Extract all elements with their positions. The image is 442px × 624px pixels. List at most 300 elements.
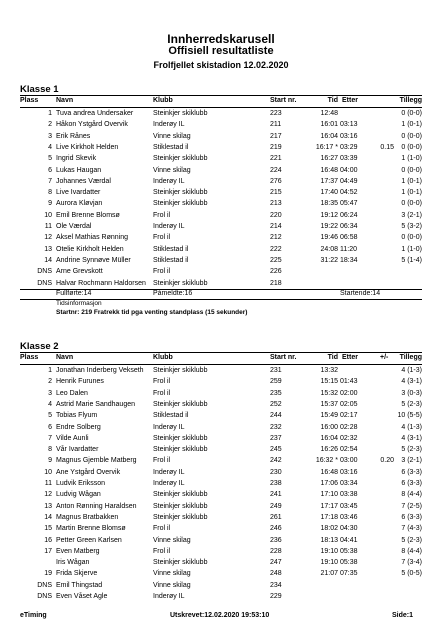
place-cell: 4: [48, 143, 52, 151]
club-cell: Inderøy IL: [153, 423, 185, 431]
table-row: [0, 222, 442, 232]
time-cell: 15:37: [320, 400, 338, 408]
name-cell: Ane Ystgård Overvik: [56, 468, 121, 476]
name-cell: Leo Dalen: [56, 389, 88, 397]
place-cell: 10: [44, 468, 52, 476]
time-cell: 19:10: [320, 547, 338, 555]
table-row: [0, 211, 442, 221]
klasse1-title: Klasse 1: [20, 84, 59, 95]
club-cell: Frol il: [153, 389, 171, 397]
place-cell: 10: [44, 211, 52, 219]
name-cell: Håkon Ystgård Overvik: [56, 121, 128, 129]
time-cell: 16:04: [320, 132, 338, 140]
time-cell: 15:15: [320, 378, 338, 386]
col-tid: Tid: [327, 97, 338, 104]
col-plass: Plass: [20, 354, 39, 361]
time-cell: 16:01: [320, 121, 338, 129]
penalty-cell: 6 (3-3): [401, 480, 422, 487]
klasse1-startende: Startende:14: [340, 290, 381, 297]
penalty-cell: 1 (1-0): [401, 245, 422, 253]
penalty-cell: 5 (1-4): [401, 256, 422, 264]
place-cell: 3: [48, 389, 52, 397]
behind-cell: 04:52: [340, 189, 358, 197]
table-row: [0, 233, 442, 243]
club-cell: Frol il: [153, 547, 171, 555]
club-cell: Stiklestad il: [153, 256, 189, 264]
penalty-cell: 4 (3-1): [401, 378, 422, 386]
start-number-cell: 219: [270, 143, 282, 151]
club-cell: Frol il: [153, 211, 171, 219]
start-number-cell: 225: [270, 256, 282, 264]
table-row: [0, 513, 442, 523]
table-row: [0, 468, 442, 478]
start-number-cell: 211: [270, 121, 282, 129]
name-cell: Martin Brenne Blomsø: [56, 525, 126, 533]
name-cell: Endre Solberg: [56, 423, 101, 431]
col-tillegg: Tillegg: [399, 97, 422, 104]
footer-printed: Utskrevet:12.02.2020 19:53:10: [170, 612, 270, 619]
start-number-cell: 217: [270, 132, 282, 140]
name-cell: Ludvik Eriksson: [56, 480, 106, 487]
behind-cell: 02:32: [340, 434, 358, 442]
behind-cell: 03:13: [340, 121, 358, 129]
place-cell: 1: [48, 367, 52, 374]
klasse1-pameldte: Påmeldte:16: [153, 290, 193, 297]
table-row: [0, 177, 442, 187]
col-etter: Etter: [342, 354, 358, 361]
behind-cell: 05:47: [340, 200, 358, 208]
start-number-cell: 249: [270, 502, 282, 510]
table-row: [0, 132, 442, 142]
start-number-cell: 215: [270, 189, 282, 197]
club-cell: Steinkjer skiklubb: [153, 446, 208, 454]
club-cell: Steinkjer skiklubb: [153, 502, 208, 510]
place-cell: DNS: [37, 581, 52, 589]
club-cell: Frol il: [153, 268, 171, 276]
place-cell: 2: [48, 121, 52, 129]
penalty-cell: 3 (2-1): [401, 457, 422, 465]
name-cell: Otelie Kirkholt Helden: [56, 245, 124, 253]
penalty-cell: 1 (0-1): [401, 177, 422, 185]
name-cell: Live Kirkholt Helden: [56, 143, 119, 151]
name-cell: Emil Thingstad: [56, 581, 103, 589]
name-cell: Ludvig Wågan: [56, 491, 101, 499]
place-cell: 7: [48, 177, 52, 185]
start-number-cell: 245: [270, 446, 282, 454]
time-cell: 15:32: [320, 389, 338, 397]
penalty-cell: 5 (3-2): [401, 223, 422, 230]
name-cell: Anton Rønning Haraldsen: [56, 502, 137, 510]
behind-cell: 03:45: [340, 502, 358, 510]
behind-cell: 03:16: [340, 132, 358, 140]
behind-cell: 07:35: [340, 570, 358, 578]
penalty-cell: 4 (1-3): [401, 423, 422, 431]
place-cell: 14: [44, 256, 52, 264]
table-row: [0, 166, 442, 176]
table-row: [0, 188, 442, 198]
penalty-cell: 5 (2-3): [401, 536, 422, 544]
start-number-cell: 235: [270, 389, 282, 397]
club-cell: Steinkjer skiklubb: [153, 200, 208, 208]
time-cell: 19:12: [320, 211, 338, 219]
behind-cell: 11:20: [340, 245, 357, 253]
club-cell: Steinkjer skiklubb: [153, 434, 208, 442]
place-cell: 1: [48, 110, 52, 117]
col-klubb: Klubb: [153, 354, 173, 361]
name-cell: Astrid Marie Sandhaugen: [56, 400, 135, 408]
start-number-cell: 229: [270, 593, 282, 600]
place-cell: 14: [44, 513, 52, 521]
table-row: [0, 547, 442, 557]
start-number-cell: 222: [270, 245, 282, 253]
time-cell: 17:17: [320, 502, 338, 510]
adjustment-cell: 0.15: [380, 143, 394, 151]
behind-cell: 05:38: [340, 547, 358, 555]
klasse1-column-header: [0, 96, 442, 106]
time-cell: 13:32: [320, 367, 338, 374]
behind-cell: 03:29: [340, 143, 358, 151]
name-cell: Arne Grevskott: [56, 268, 103, 276]
penalty-cell: 5 (0-5): [401, 570, 422, 578]
club-cell: Frol il: [153, 378, 171, 386]
place-cell: 11: [44, 223, 52, 230]
penalty-cell: 6 (3-3): [401, 513, 422, 521]
time-cell: 17:18: [320, 513, 338, 521]
time-cell: 12:48: [320, 110, 338, 117]
start-number-cell: 218: [270, 279, 282, 287]
klasse2-title: Klasse 2: [20, 341, 59, 352]
club-cell: Vinne skilag: [153, 581, 191, 589]
penalty-cell: 7 (3-4): [401, 559, 422, 567]
start-number-cell: 238: [270, 480, 282, 487]
table-row: [0, 279, 442, 289]
behind-cell: 01:43: [340, 378, 358, 386]
penalty-cell: 1 (1-0): [401, 155, 422, 163]
time-cell: 18:02: [320, 525, 338, 533]
club-cell: Steinkjer skiklubb: [153, 559, 208, 567]
penalty-cell: 0 (0-0): [401, 200, 422, 208]
place-cell: 13: [44, 245, 52, 253]
club-cell: Stiklestad il: [153, 143, 189, 151]
place-cell: 9: [48, 200, 52, 208]
penalty-cell: 6 (3-3): [401, 468, 422, 476]
name-cell: Magnus Bratbakken: [56, 513, 119, 521]
penalty-cell: 0 (0-0): [401, 132, 422, 140]
place-cell: 5: [48, 155, 52, 163]
behind-cell: 04:30: [340, 525, 358, 533]
penalty-cell: 4 (1-3): [401, 367, 422, 374]
time-cell: 18:35: [320, 200, 338, 208]
club-cell: Stiklestad il: [153, 245, 189, 253]
penalty-cell: 5 (2-3): [401, 400, 422, 408]
start-number-cell: 213: [270, 200, 282, 208]
start-number-cell: 276: [270, 177, 282, 185]
table-row: [0, 502, 442, 512]
start-number-cell: 220: [270, 211, 282, 219]
place-cell: DNS: [37, 279, 52, 287]
club-cell: Inderøy IL: [153, 468, 185, 476]
time-cell: 16:48: [320, 468, 338, 476]
name-cell: Magnus Gjemble Matberg: [56, 457, 137, 465]
name-cell: Jonathan Inderberg Vekseth: [56, 367, 144, 374]
table-row: [0, 456, 442, 466]
start-number-cell: 242: [270, 457, 282, 465]
name-cell: Tuva andrea Undersaker: [56, 110, 134, 117]
name-cell: Andrine Synnøve Müller: [56, 256, 131, 264]
time-cell: 19:46: [320, 234, 338, 242]
club-cell: Steinkjer skiklubb: [153, 279, 208, 287]
table-row: [0, 411, 442, 421]
col-plus-minus: +/-: [380, 354, 389, 361]
time-cell: 16:32 *: [315, 457, 338, 465]
name-cell: Halvar Rochmann Haldorsen: [56, 279, 146, 287]
penalty-cell: 1 (0-1): [401, 189, 422, 197]
table-row: [0, 154, 442, 164]
klasse1-header-rule: [20, 107, 422, 108]
name-cell: Emil Brenne Blomsø: [56, 211, 120, 219]
behind-cell: 02:00: [340, 389, 358, 397]
penalty-cell: 8 (4-4): [401, 547, 422, 555]
name-cell: Frida Skjerve: [56, 570, 98, 578]
table-row: [0, 400, 442, 410]
club-cell: Frol il: [153, 525, 171, 533]
table-row: [0, 569, 442, 579]
time-cell: 18:13: [320, 536, 338, 544]
behind-cell: 03:00: [340, 457, 358, 465]
time-cell: 31:22: [320, 256, 338, 264]
behind-cell: 06:58: [340, 234, 358, 242]
time-cell: 17:37: [320, 177, 338, 185]
table-row: [0, 389, 442, 399]
start-number-cell: 234: [270, 581, 282, 589]
behind-cell: 18:34: [340, 256, 358, 264]
penalty-cell: 5 (2-3): [401, 446, 422, 454]
table-row: [0, 366, 442, 376]
place-cell: 17: [44, 547, 52, 555]
club-cell: Inderøy IL: [153, 121, 185, 129]
table-row: [0, 434, 442, 444]
place-cell: 6: [48, 166, 52, 174]
start-number-cell: 237: [270, 434, 282, 442]
start-number-cell: 261: [270, 513, 282, 521]
name-cell: Henrik Furunes: [56, 378, 104, 386]
start-number-cell: 226: [270, 268, 282, 276]
time-cell: 21:07: [320, 570, 338, 578]
behind-cell: 04:41: [340, 536, 358, 544]
behind-cell: 03:38: [340, 491, 358, 499]
col-start: Start nr.: [270, 97, 297, 104]
time-cell: 16:17 *: [315, 143, 338, 151]
start-number-cell: 230: [270, 468, 282, 476]
place-cell: 8: [48, 189, 52, 197]
place-cell: 6: [48, 423, 52, 431]
name-cell: Vår Ivardatter: [56, 446, 99, 454]
club-cell: Steinkjer skiklubb: [153, 400, 208, 408]
footer-brand: eTiming: [20, 612, 47, 619]
table-row: [0, 445, 442, 455]
start-number-cell: 248: [270, 570, 282, 578]
behind-cell: 04:00: [340, 166, 358, 174]
start-number-cell: 224: [270, 166, 282, 174]
time-cell: 17:06: [320, 480, 338, 487]
tidsinformasjon-text: Startnr: 219 Fratrekk tid pga venting standplass (15 sekunder): [56, 309, 248, 316]
place-cell: 11: [44, 480, 52, 487]
penalty-cell: 1 (0-1): [401, 121, 422, 129]
start-number-cell: 221: [270, 155, 282, 163]
col-navn: Navn: [56, 354, 74, 361]
start-number-cell: 212: [270, 234, 282, 242]
event-name: Frolfjellet skistadion 12.02.2020: [153, 60, 289, 70]
table-row: [0, 199, 442, 209]
place-cell: 12: [44, 491, 52, 499]
behind-cell: 02:17: [340, 412, 358, 420]
behind-cell: 02:28: [340, 423, 358, 431]
col-tillegg: Tillegg: [399, 354, 422, 361]
penalty-cell: 10 (5-5): [397, 412, 422, 420]
behind-cell: 06:24: [340, 211, 358, 219]
name-cell: Live Ivardatter: [56, 189, 101, 197]
name-cell: Tobias Flyum: [56, 412, 98, 420]
name-cell: Erik Rånes: [56, 132, 91, 140]
behind-cell: 02:05: [340, 400, 358, 408]
start-number-cell: 228: [270, 547, 282, 555]
start-number-cell: 252: [270, 400, 282, 408]
start-number-cell: 223: [270, 110, 282, 117]
start-number-cell: 247: [270, 559, 282, 567]
start-number-cell: 232: [270, 423, 282, 431]
name-cell: Lukas Haugan: [56, 166, 102, 174]
time-cell: 16:26: [320, 446, 338, 454]
place-cell: 2: [48, 378, 52, 386]
club-cell: Inderøy IL: [153, 223, 185, 230]
behind-cell: 02:54: [340, 446, 358, 454]
penalty-cell: 0 (0-0): [401, 143, 422, 151]
penalty-cell: 7 (4-3): [401, 525, 422, 533]
start-number-cell: 259: [270, 378, 282, 386]
start-number-cell: 246: [270, 525, 282, 533]
place-cell: 15: [44, 525, 52, 533]
place-cell: 12: [44, 234, 52, 242]
penalty-cell: 0 (0-0): [401, 166, 422, 174]
penalty-cell: 4 (3-1): [401, 434, 422, 442]
club-cell: Frol il: [153, 457, 171, 465]
club-cell: Frol il: [153, 234, 171, 242]
table-row: [0, 592, 442, 602]
table-row: [0, 479, 442, 489]
club-cell: Inderøy IL: [153, 480, 185, 487]
penalty-cell: 7 (2-5): [401, 502, 422, 510]
start-number-cell: 241: [270, 491, 282, 499]
time-cell: 16:48: [320, 166, 338, 174]
table-row: [0, 377, 442, 387]
report-subtitle: Offisiell resultatliste: [168, 45, 274, 57]
adjustment-cell: 0.20: [380, 457, 394, 465]
penalty-cell: 0 (0-0): [401, 234, 422, 242]
place-cell: 16: [44, 536, 52, 544]
col-plass: Plass: [20, 97, 39, 104]
club-cell: Steinkjer skiklubb: [153, 155, 208, 163]
tidsinformasjon-label: Tidsinformasjon: [56, 300, 102, 307]
start-number-cell: 231: [270, 367, 282, 374]
name-cell: Even Matberg: [56, 547, 100, 555]
time-cell: 16:04: [320, 434, 338, 442]
col-navn: Navn: [56, 97, 74, 104]
place-cell: 9: [48, 457, 52, 465]
table-row: [0, 245, 442, 255]
behind-cell: 04:49: [340, 177, 358, 185]
penalty-cell: 8 (4-4): [401, 491, 422, 499]
club-cell: Inderøy IL: [153, 177, 185, 185]
behind-cell: 05:38: [340, 559, 358, 567]
time-cell: 16:00: [320, 423, 338, 431]
club-cell: Steinkjer skiklubb: [153, 367, 208, 374]
behind-cell: 03:46: [340, 513, 358, 521]
club-cell: Stiklestad il: [153, 412, 189, 420]
report-title: Innherredskarusell: [167, 32, 275, 46]
name-cell: Vilde Aunli: [56, 434, 89, 442]
club-cell: Inderøy IL: [153, 593, 185, 600]
club-cell: Steinkjer skiklubb: [153, 491, 208, 499]
table-row: [0, 267, 442, 277]
table-row: [0, 423, 442, 433]
time-cell: 17:10: [320, 491, 338, 499]
klasse2-header-rule: [20, 364, 422, 365]
table-row: [0, 524, 442, 534]
behind-cell: 06:34: [340, 223, 358, 230]
place-cell: 13: [44, 502, 52, 510]
name-cell: Even Våset Agle: [56, 593, 108, 600]
col-start: Start nr.: [270, 354, 297, 361]
time-cell: 16:27: [320, 155, 338, 163]
name-cell: Ole Værdal: [56, 223, 92, 230]
col-klubb: Klubb: [153, 97, 173, 104]
behind-cell: 03:39: [340, 155, 358, 163]
start-number-cell: 236: [270, 536, 282, 544]
col-tid: Tid: [327, 354, 338, 361]
place-cell: 4: [48, 400, 52, 408]
time-cell: 19:22: [320, 223, 338, 230]
place-cell: 7: [48, 434, 52, 442]
table-row: [0, 109, 442, 119]
start-number-cell: 214: [270, 223, 282, 230]
name-cell: Aurora Kløvjan: [56, 200, 103, 208]
club-cell: Vinne skilag: [153, 570, 191, 578]
name-cell: Iris Wågan: [56, 559, 90, 567]
place-cell: DNS: [37, 593, 52, 600]
time-cell: 17:40: [320, 189, 338, 197]
place-cell: DNS: [37, 268, 52, 276]
place-cell: 19: [44, 570, 52, 578]
behind-cell: 03:34: [340, 480, 358, 487]
table-row: [0, 536, 442, 546]
table-row: [0, 256, 442, 266]
col-etter: Etter: [342, 97, 358, 104]
penalty-cell: 3 (2-1): [401, 211, 422, 219]
time-cell: 19:10: [320, 559, 338, 567]
table-row: [0, 120, 442, 130]
club-cell: Steinkjer skiklubb: [153, 110, 208, 117]
footer-page: Side:1: [392, 612, 414, 619]
table-row: [0, 558, 442, 568]
name-cell: Johannes Værdal: [56, 177, 111, 185]
place-cell: 5: [48, 412, 52, 420]
club-cell: Vinne skilag: [153, 132, 191, 140]
club-cell: Steinkjer skiklubb: [153, 189, 208, 197]
name-cell: Aksel Mathias Rønning: [56, 234, 128, 242]
start-number-cell: 244: [270, 412, 282, 420]
name-cell: Petter Green Karlsen: [56, 536, 122, 544]
club-cell: Vinne skilag: [153, 166, 191, 174]
